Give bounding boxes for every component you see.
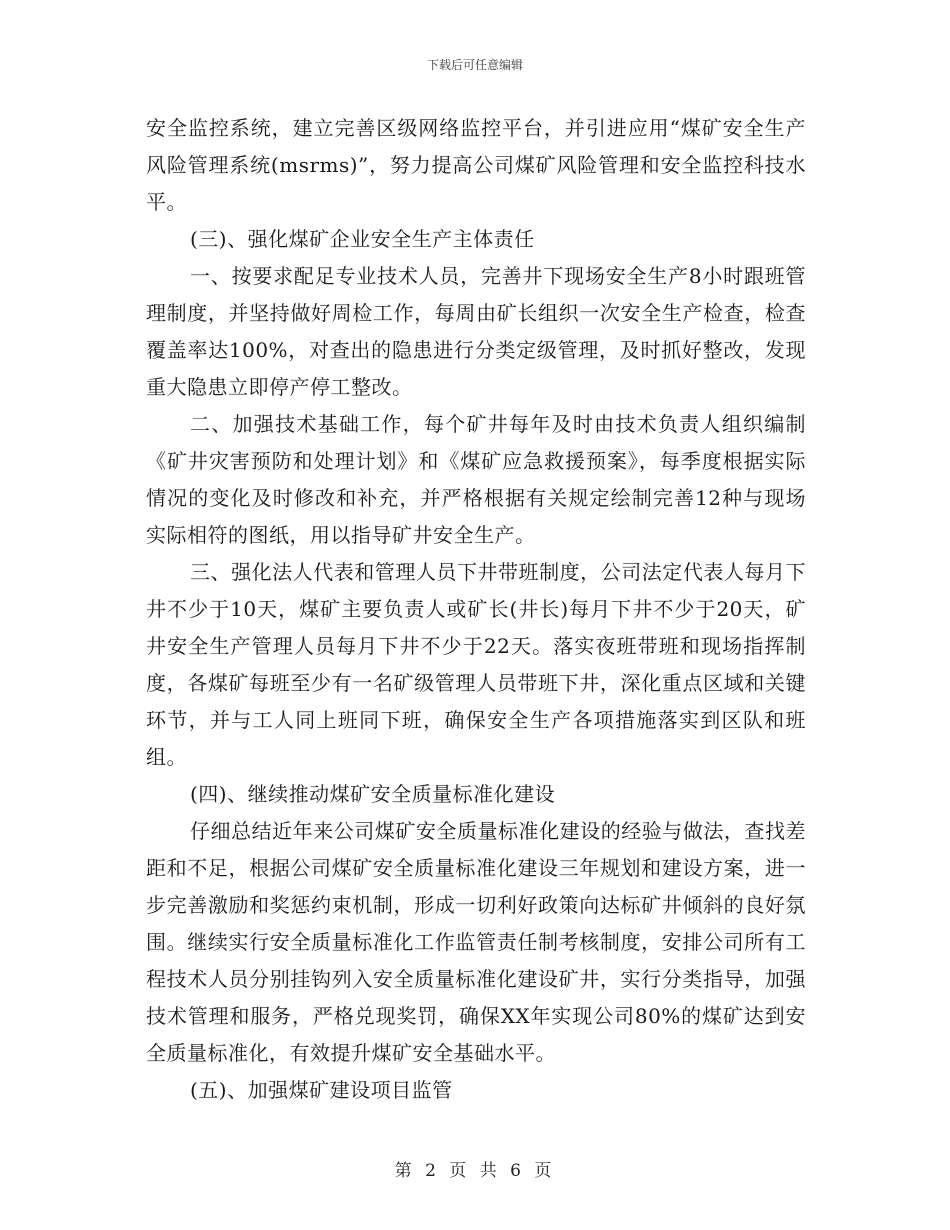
paragraph-section-4: 仔细总结近年来公司煤矿安全质量标准化建设的经验与做法，查找差距和不足，根据公司煤矿安全质量标准化建设三年规划和建设方案，进一步完善激励和奖惩约束机制，形成一切利好政策向达标矿井倾斜的良好氛围。继续实行安全质量标准化工作监管责任制考核制度，安排公司所有工程技术人员分别挂钩列入安全质量标准化建设矿井，实行分类指导，加强技术管理和服务，严格兑现奖罚，确保XX年实现公司80%的煤矿达到安全质量标准化，有效提升煤矿安全基础水平。 <box>146 819 806 1065</box>
paragraph-1: 安全监控系统，建立完善区级网络监控平台，并引进应用“煤矿安全生产风险管理系统(msrms)”，努力提高公司煤矿风险管理和安全监控科技水平。 <box>146 116 806 214</box>
page-number-footer: 第 2 页 共 6 页 <box>394 1161 556 1181</box>
paragraph-item-2: 二、加强技术基础工作，每个矿井每年及时由技术负责人组织编制《矿井灾害预防和处理计划》和《煤矿应急救援预案》，每季度根据实际情况的变化及时修改和补充，并严格根据有关规定绘制完善12种与现场实际相符的图纸，用以指导矿井安全生产。 <box>146 412 806 547</box>
paragraph-item-1: 一、按要求配足专业技术人员，完善井下现场安全生产8小时跟班管理制度，并坚持做好周检工作，每周由矿长组织一次安全生产检查，检查覆盖率达100%，对查出的隐患进行分类定级管理，及时抓好整改，发现重大隐患立即停产停工整改。 <box>146 264 806 399</box>
section-heading-5: (五)、加强煤矿建设项目监管 <box>190 1078 453 1102</box>
page-header: 下载后可任意编辑 <box>426 58 523 72</box>
document-body <box>146 110 806 1109</box>
paragraph-item-3: 三、强化法人代表和管理人员下井带班制度，公司法定代表人每月下井不少于10天，煤矿主要负责人或矿长(井长)每月下井不少于20天，矿井安全生产管理人员每月下井不少于22天。落实夜班带班和现场指挥制度，各煤矿每班至少有一名矿级管理人员带班下井，深化重点区域和关键环节，并与工人同上班同下班，确保安全生产各项措施落实到区队和班组。 <box>146 560 806 769</box>
section-heading-3: (三)、强化煤矿企业安全生产主体责任 <box>190 227 535 251</box>
section-heading-4: (四)、继续推动煤矿安全质量标准化建设 <box>190 782 556 806</box>
